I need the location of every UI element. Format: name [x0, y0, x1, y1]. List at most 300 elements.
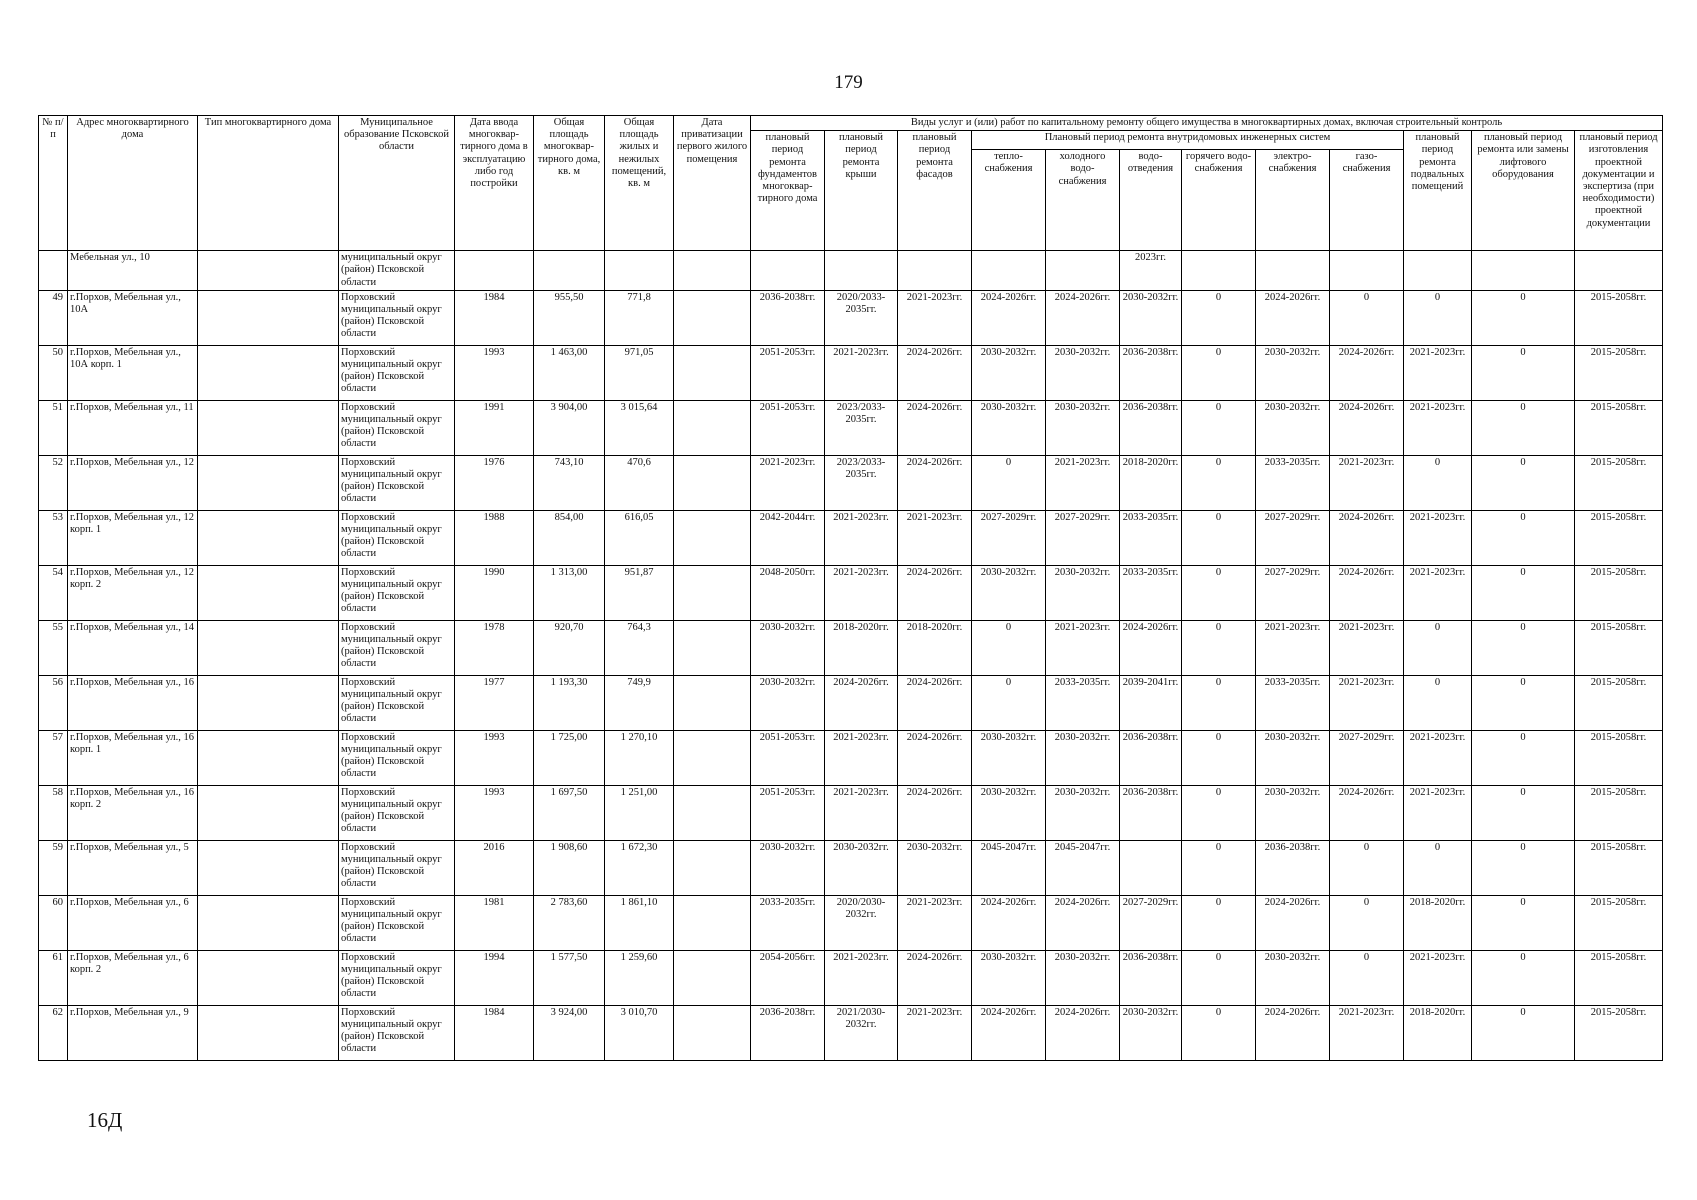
header-hot-water: горячего водо-снабжения	[1182, 150, 1256, 251]
cell-elevator: 0	[1472, 565, 1575, 620]
cell-total-area: 920,70	[534, 620, 605, 675]
cell-year: 1988	[455, 510, 534, 565]
cell-elevator	[1472, 251, 1575, 291]
cell-type	[198, 565, 339, 620]
cell-design: 2015-2058гг.	[1575, 730, 1663, 785]
cell-total-area: 3 924,00	[534, 1005, 605, 1060]
cell-roof: 2021-2023гг.	[825, 785, 898, 840]
cell-electric: 2021-2023гг.	[1256, 620, 1330, 675]
cell-foundation: 2051-2053гг.	[751, 730, 825, 785]
cell-no: 52	[39, 455, 68, 510]
cell-hot-water: 0	[1182, 895, 1256, 950]
cell-electric: 2030-2032гг.	[1256, 730, 1330, 785]
cell-year: 1993	[455, 785, 534, 840]
cell-gas: 0	[1330, 290, 1404, 345]
cell-year: 2016	[455, 840, 534, 895]
cell-elevator: 0	[1472, 840, 1575, 895]
cell-municipality: Порховский муниципальный округ (район) Псковской области	[339, 290, 455, 345]
table-row	[39, 730, 1663, 785]
table-row	[39, 895, 1663, 950]
cell-drainage: 2036-2038гг.	[1120, 730, 1182, 785]
cell-facade: 2021-2023гг.	[898, 1005, 972, 1060]
cell-total-area: 3 904,00	[534, 400, 605, 455]
cell-facade: 2021-2023гг.	[898, 290, 972, 345]
cell-type	[198, 730, 339, 785]
cell-facade	[898, 251, 972, 291]
cell-type	[198, 1005, 339, 1060]
cell-roof: 2020/2033-2035гг.	[825, 290, 898, 345]
header-drainage: водо-отведения	[1120, 150, 1182, 251]
cell-cold-water: 2030-2032гг.	[1046, 785, 1120, 840]
cell-year: 1994	[455, 950, 534, 1005]
cell-electric: 2033-2035гг.	[1256, 675, 1330, 730]
cell-municipality: Порховский муниципальный округ (район) Псковской области	[339, 895, 455, 950]
cell-electric	[1256, 251, 1330, 291]
cell-type	[198, 510, 339, 565]
cell-total-area: 1 697,50	[534, 785, 605, 840]
cell-basement: 2018-2020гг.	[1404, 895, 1472, 950]
cell-roof: 2020/2030-2032гг.	[825, 895, 898, 950]
cell-municipality: Порховский муниципальный округ (район) Псковской области	[339, 345, 455, 400]
cell-hot-water: 0	[1182, 290, 1256, 345]
cell-elevator: 0	[1472, 455, 1575, 510]
cell-total-area: 1 313,00	[534, 565, 605, 620]
cell-drainage	[1120, 840, 1182, 895]
header-services-group: Виды услуг и (или) работ по капитальному ремонту общего имущества в многоквартирных домах, включая строительный контроль	[751, 116, 1663, 131]
cell-total-area: 1 577,50	[534, 950, 605, 1005]
cell-address: г.Порхов, Мебельная ул., 9	[68, 1005, 198, 1060]
cell-cold-water: 2030-2032гг.	[1046, 345, 1120, 400]
cell-year: 1984	[455, 1005, 534, 1060]
cell-type	[198, 345, 339, 400]
cell-type	[198, 675, 339, 730]
cell-privatization	[674, 1005, 751, 1060]
cell-electric: 2024-2026гг.	[1256, 1005, 1330, 1060]
cell-address: Мебельная ул., 10	[68, 251, 198, 291]
cell-drainage: 2033-2035гг.	[1120, 565, 1182, 620]
cell-design: 2015-2058гг.	[1575, 895, 1663, 950]
cell-drainage: 2018-2020гг.	[1120, 455, 1182, 510]
cell-gas: 2021-2023гг.	[1330, 620, 1404, 675]
cell-heat: 2024-2026гг.	[972, 895, 1046, 950]
cell-privatization	[674, 455, 751, 510]
cell-gas	[1330, 251, 1404, 291]
table-row	[39, 785, 1663, 840]
cell-no: 62	[39, 1005, 68, 1060]
cell-municipality: Порховский муниципальный округ (район) Псковской области	[339, 400, 455, 455]
cell-drainage: 2039-2041гг.	[1120, 675, 1182, 730]
header-elevator: плановый период ремонта или замены лифтового оборудования	[1472, 131, 1575, 251]
cell-foundation: 2030-2032гг.	[751, 620, 825, 675]
cell-basement: 2021-2023гг.	[1404, 345, 1472, 400]
cell-design: 2015-2058гг.	[1575, 290, 1663, 345]
cell-heat: 2030-2032гг.	[972, 400, 1046, 455]
cell-municipality: Порховский муниципальный округ (район) Псковской области	[339, 950, 455, 1005]
cell-privatization	[674, 950, 751, 1005]
cell-privatization	[674, 730, 751, 785]
cell-foundation: 2030-2032гг.	[751, 675, 825, 730]
cell-cold-water: 2033-2035гг.	[1046, 675, 1120, 730]
cell-municipality: Порховский муниципальный округ (район) Псковской области	[339, 840, 455, 895]
cell-heat: 2030-2032гг.	[972, 785, 1046, 840]
cell-basement	[1404, 251, 1472, 291]
cell-privatization	[674, 510, 751, 565]
cell-electric: 2030-2032гг.	[1256, 400, 1330, 455]
cell-living-area: 764,3	[605, 620, 674, 675]
cell-heat: 2030-2032гг.	[972, 345, 1046, 400]
cell-elevator: 0	[1472, 730, 1575, 785]
cell-roof: 2021-2023гг.	[825, 565, 898, 620]
cell-facade: 2030-2032гг.	[898, 840, 972, 895]
cell-hot-water: 0	[1182, 400, 1256, 455]
cell-address: г.Порхов, Мебельная ул., 10А	[68, 290, 198, 345]
cell-type	[198, 620, 339, 675]
cell-municipality: Порховский муниципальный округ (район) Псковской области	[339, 675, 455, 730]
cell-gas: 2024-2026гг.	[1330, 400, 1404, 455]
cell-year: 1993	[455, 345, 534, 400]
cell-heat: 2024-2026гг.	[972, 290, 1046, 345]
cell-heat: 0	[972, 455, 1046, 510]
cell-facade: 2024-2026гг.	[898, 565, 972, 620]
cell-heat: 2030-2032гг.	[972, 950, 1046, 1005]
continuation-row	[39, 251, 1663, 291]
cell-total-area: 743,10	[534, 455, 605, 510]
cell-basement: 2021-2023гг.	[1404, 950, 1472, 1005]
cell-design: 2015-2058гг.	[1575, 675, 1663, 730]
cell-address: г.Порхов, Мебельная ул., 5	[68, 840, 198, 895]
cell-municipality: Порховский муниципальный округ (район) Псковской области	[339, 620, 455, 675]
cell-foundation: 2051-2053гг.	[751, 785, 825, 840]
cell-design: 2015-2058гг.	[1575, 620, 1663, 675]
header-address: Адрес многоквартирного дома	[68, 116, 198, 251]
cell-no: 49	[39, 290, 68, 345]
table-body	[39, 251, 1663, 1061]
cell-type	[198, 895, 339, 950]
cell-total-area: 1 908,60	[534, 840, 605, 895]
cell-elevator: 0	[1472, 400, 1575, 455]
cell-no: 51	[39, 400, 68, 455]
cell-address: г.Порхов, Мебельная ул., 14	[68, 620, 198, 675]
cell-hot-water: 0	[1182, 455, 1256, 510]
cell-design: 2015-2058гг.	[1575, 400, 1663, 455]
cell-basement: 0	[1404, 840, 1472, 895]
cell-hot-water: 0	[1182, 1005, 1256, 1060]
cell-roof: 2030-2032гг.	[825, 840, 898, 895]
cell-living-area: 1 270,10	[605, 730, 674, 785]
cell-year	[455, 251, 534, 291]
cell-privatization	[674, 675, 751, 730]
cell-foundation: 2051-2053гг.	[751, 345, 825, 400]
cell-foundation: 2036-2038гг.	[751, 1005, 825, 1060]
header-heat: тепло-снабжения	[972, 150, 1046, 251]
table-row	[39, 620, 1663, 675]
cell-total-area	[534, 251, 605, 291]
cell-basement: 2018-2020гг.	[1404, 1005, 1472, 1060]
cell-type	[198, 950, 339, 1005]
cell-cold-water: 2030-2032гг.	[1046, 950, 1120, 1005]
cell-roof: 2021-2023гг.	[825, 950, 898, 1005]
cell-foundation	[751, 251, 825, 291]
cell-municipality: Порховский муниципальный округ (район) Псковской области	[339, 510, 455, 565]
cell-no: 59	[39, 840, 68, 895]
cell-hot-water: 0	[1182, 840, 1256, 895]
cell-elevator: 0	[1472, 510, 1575, 565]
cell-type	[198, 455, 339, 510]
cell-living-area: 1 672,30	[605, 840, 674, 895]
cell-gas: 2024-2026гг.	[1330, 510, 1404, 565]
cell-electric: 2030-2032гг.	[1256, 950, 1330, 1005]
cell-no: 60	[39, 895, 68, 950]
cell-address: г.Порхов, Мебельная ул., 6	[68, 895, 198, 950]
cell-cold-water: 2021-2023гг.	[1046, 455, 1120, 510]
cell-heat: 2027-2029гг.	[972, 510, 1046, 565]
cell-facade: 2024-2026гг.	[898, 455, 972, 510]
cell-type	[198, 400, 339, 455]
cell-hot-water: 0	[1182, 565, 1256, 620]
cell-facade: 2024-2026гг.	[898, 345, 972, 400]
cell-drainage: 2036-2038гг.	[1120, 785, 1182, 840]
cell-living-area: 3 015,64	[605, 400, 674, 455]
cell-municipality: Порховский муниципальный округ (район) Псковской области	[339, 565, 455, 620]
cell-basement: 2021-2023гг.	[1404, 785, 1472, 840]
cell-heat: 2030-2032гг.	[972, 730, 1046, 785]
cell-gas: 2024-2026гг.	[1330, 345, 1404, 400]
header-commissioning: Дата ввода многоквар-тирного дома в эксплуатацию либо год постройки	[455, 116, 534, 251]
cell-design: 2015-2058гг.	[1575, 785, 1663, 840]
cell-basement: 2021-2023гг.	[1404, 565, 1472, 620]
table-row	[39, 345, 1663, 400]
cell-no: 55	[39, 620, 68, 675]
cell-drainage: 2036-2038гг.	[1120, 400, 1182, 455]
cell-living-area: 1 259,60	[605, 950, 674, 1005]
cell-hot-water: 0	[1182, 510, 1256, 565]
cell-year: 1991	[455, 400, 534, 455]
cell-foundation: 2051-2053гг.	[751, 400, 825, 455]
cell-heat: 0	[972, 620, 1046, 675]
cell-roof: 2024-2026гг.	[825, 675, 898, 730]
cell-basement: 2021-2023гг.	[1404, 730, 1472, 785]
cell-privatization	[674, 345, 751, 400]
cell-year: 1990	[455, 565, 534, 620]
cell-address: г.Порхов, Мебельная ул., 10А корп. 1	[68, 345, 198, 400]
cell-electric: 2024-2026гг.	[1256, 895, 1330, 950]
cell-elevator: 0	[1472, 785, 1575, 840]
cell-gas: 0	[1330, 895, 1404, 950]
cell-elevator: 0	[1472, 290, 1575, 345]
cell-gas: 0	[1330, 950, 1404, 1005]
cell-address: г.Порхов, Мебельная ул., 12	[68, 455, 198, 510]
cell-hot-water: 0	[1182, 675, 1256, 730]
cell-type	[198, 251, 339, 291]
cell-facade: 2021-2023гг.	[898, 895, 972, 950]
cell-address: г.Порхов, Мебельная ул., 16 корп. 2	[68, 785, 198, 840]
cell-design: 2015-2058гг.	[1575, 1005, 1663, 1060]
cell-privatization	[674, 840, 751, 895]
cell-gas: 2021-2023гг.	[1330, 455, 1404, 510]
cell-year: 1984	[455, 290, 534, 345]
cell-design: 2015-2058гг.	[1575, 345, 1663, 400]
cell-roof: 2021-2023гг.	[825, 730, 898, 785]
cell-basement: 0	[1404, 620, 1472, 675]
cell-gas: 2024-2026гг.	[1330, 565, 1404, 620]
cell-year: 1976	[455, 455, 534, 510]
cell-year: 1981	[455, 895, 534, 950]
cell-foundation: 2036-2038гг.	[751, 290, 825, 345]
cell-elevator: 0	[1472, 620, 1575, 675]
cell-foundation: 2048-2050гг.	[751, 565, 825, 620]
cell-design: 2015-2058гг.	[1575, 950, 1663, 1005]
cell-total-area: 2 783,60	[534, 895, 605, 950]
cell-basement: 2021-2023гг.	[1404, 510, 1472, 565]
capital-repair-table	[38, 115, 1663, 1061]
header-municipality: Муниципальное образование Псковской области	[339, 116, 455, 251]
cell-hot-water: 0	[1182, 620, 1256, 675]
table-row	[39, 290, 1663, 345]
cell-privatization	[674, 620, 751, 675]
cell-drainage: 2033-2035гг.	[1120, 510, 1182, 565]
cell-heat	[972, 251, 1046, 291]
cell-foundation: 2030-2032гг.	[751, 840, 825, 895]
cell-privatization	[674, 400, 751, 455]
cell-hot-water	[1182, 251, 1256, 291]
cell-basement: 0	[1404, 290, 1472, 345]
cell-hot-water: 0	[1182, 950, 1256, 1005]
header-facade: плановый период ремонта фасадов	[898, 131, 972, 251]
cell-privatization	[674, 785, 751, 840]
cell-electric: 2024-2026гг.	[1256, 290, 1330, 345]
cell-cold-water	[1046, 251, 1120, 291]
cell-cold-water: 2024-2026гг.	[1046, 1005, 1120, 1060]
header-design: плановый период изготовления проектной документации и экспертиза (при необходимости) проектной документации	[1575, 131, 1663, 251]
cell-gas: 2021-2023гг.	[1330, 675, 1404, 730]
cell-gas: 2027-2029гг.	[1330, 730, 1404, 785]
cell-no: 53	[39, 510, 68, 565]
cell-electric: 2027-2029гг.	[1256, 510, 1330, 565]
cell-design: 2015-2058гг.	[1575, 840, 1663, 895]
cell-roof: 2021/2030-2032гг.	[825, 1005, 898, 1060]
header-total-area: Общая площадь многоквар-тирного дома, кв. м	[534, 116, 605, 251]
cell-living-area: 971,05	[605, 345, 674, 400]
table-row	[39, 400, 1663, 455]
cell-roof: 2023/2033-2035гг.	[825, 455, 898, 510]
cell-living-area: 771,8	[605, 290, 674, 345]
cell-no: 50	[39, 345, 68, 400]
cell-privatization	[674, 290, 751, 345]
cell-cold-water: 2024-2026гг.	[1046, 895, 1120, 950]
cell-cold-water: 2030-2032гг.	[1046, 565, 1120, 620]
cell-electric: 2033-2035гг.	[1256, 455, 1330, 510]
cell-no: 61	[39, 950, 68, 1005]
cell-design	[1575, 251, 1663, 291]
cell-foundation: 2054-2056гг.	[751, 950, 825, 1005]
header-privatization: Дата приватизации первого жилого помещения	[674, 116, 751, 251]
cell-living-area: 951,87	[605, 565, 674, 620]
cell-hot-water: 0	[1182, 730, 1256, 785]
cell-basement: 2021-2023гг.	[1404, 400, 1472, 455]
cell-design: 2015-2058гг.	[1575, 455, 1663, 510]
cell-facade: 2024-2026гг.	[898, 950, 972, 1005]
cell-facade: 2021-2023гг.	[898, 510, 972, 565]
cell-roof: 2018-2020гг.	[825, 620, 898, 675]
cell-drainage: 2030-2032гг.	[1120, 290, 1182, 345]
cell-type	[198, 840, 339, 895]
cell-address: г.Порхов, Мебельная ул., 12 корп. 2	[68, 565, 198, 620]
header-roof: плановый период ремонта крыши	[825, 131, 898, 251]
cell-elevator: 0	[1472, 1005, 1575, 1060]
table-row	[39, 840, 1663, 895]
cell-facade: 2024-2026гг.	[898, 400, 972, 455]
cell-foundation: 2021-2023гг.	[751, 455, 825, 510]
cell-hot-water: 0	[1182, 785, 1256, 840]
cell-total-area: 854,00	[534, 510, 605, 565]
cell-no: 57	[39, 730, 68, 785]
cell-privatization	[674, 895, 751, 950]
cell-drainage: 2036-2038гг.	[1120, 950, 1182, 1005]
cell-facade: 2024-2026гг.	[898, 675, 972, 730]
cell-heat: 2045-2047гг.	[972, 840, 1046, 895]
cell-drainage: 2023гг.	[1120, 251, 1182, 291]
footer-code: 16Д	[87, 1108, 123, 1132]
cell-gas: 2021-2023гг.	[1330, 1005, 1404, 1060]
cell-design: 2015-2058гг.	[1575, 510, 1663, 565]
cell-drainage: 2024-2026гг.	[1120, 620, 1182, 675]
cell-hot-water: 0	[1182, 345, 1256, 400]
header-systems-group: Плановый период ремонта внутридомовых инженерных систем	[972, 131, 1404, 150]
cell-heat: 2024-2026гг.	[972, 1005, 1046, 1060]
header-electric: электро-снабжения	[1256, 150, 1330, 251]
cell-address: г.Порхов, Мебельная ул., 16 корп. 1	[68, 730, 198, 785]
table-row	[39, 455, 1663, 510]
cell-municipality: Порховский муниципальный округ (район) Псковской области	[339, 1005, 455, 1060]
cell-total-area: 1 463,00	[534, 345, 605, 400]
cell-living-area: 749,9	[605, 675, 674, 730]
header-gas: газо-снабжения	[1330, 150, 1404, 251]
cell-year: 1978	[455, 620, 534, 675]
table-row	[39, 1005, 1663, 1060]
cell-no: 58	[39, 785, 68, 840]
cell-electric: 2036-2038гг.	[1256, 840, 1330, 895]
cell-cold-water: 2024-2026гг.	[1046, 290, 1120, 345]
cell-elevator: 0	[1472, 345, 1575, 400]
cell-living-area	[605, 251, 674, 291]
header-living-area: Общая площадь жилых и нежилых помещений, кв. м	[605, 116, 674, 251]
cell-drainage: 2030-2032гг.	[1120, 1005, 1182, 1060]
cell-municipality: муниципальный округ (район) Псковской области	[339, 251, 455, 291]
cell-cold-water: 2030-2032гг.	[1046, 730, 1120, 785]
cell-living-area: 3 010,70	[605, 1005, 674, 1060]
cell-basement: 0	[1404, 675, 1472, 730]
cell-living-area: 1 251,00	[605, 785, 674, 840]
cell-roof: 2021-2023гг.	[825, 510, 898, 565]
table-row	[39, 950, 1663, 1005]
cell-year: 1993	[455, 730, 534, 785]
cell-privatization	[674, 251, 751, 291]
cell-living-area: 470,6	[605, 455, 674, 510]
cell-cold-water: 2030-2032гг.	[1046, 400, 1120, 455]
cell-cold-water: 2027-2029гг.	[1046, 510, 1120, 565]
header-foundation: плановый период ремонта фундаментов многоквар-тирного дома	[751, 131, 825, 251]
cell-living-area: 1 861,10	[605, 895, 674, 950]
cell-year: 1977	[455, 675, 534, 730]
cell-heat: 2030-2032гг.	[972, 565, 1046, 620]
cell-design: 2015-2058гг.	[1575, 565, 1663, 620]
header-basement: плановый период ремонта подвальных помещений	[1404, 131, 1472, 251]
cell-address: г.Порхов, Мебельная ул., 12 корп. 1	[68, 510, 198, 565]
cell-municipality: Порховский муниципальный округ (район) Псковской области	[339, 730, 455, 785]
cell-cold-water: 2045-2047гг.	[1046, 840, 1120, 895]
cell-gas: 0	[1330, 840, 1404, 895]
cell-privatization	[674, 565, 751, 620]
